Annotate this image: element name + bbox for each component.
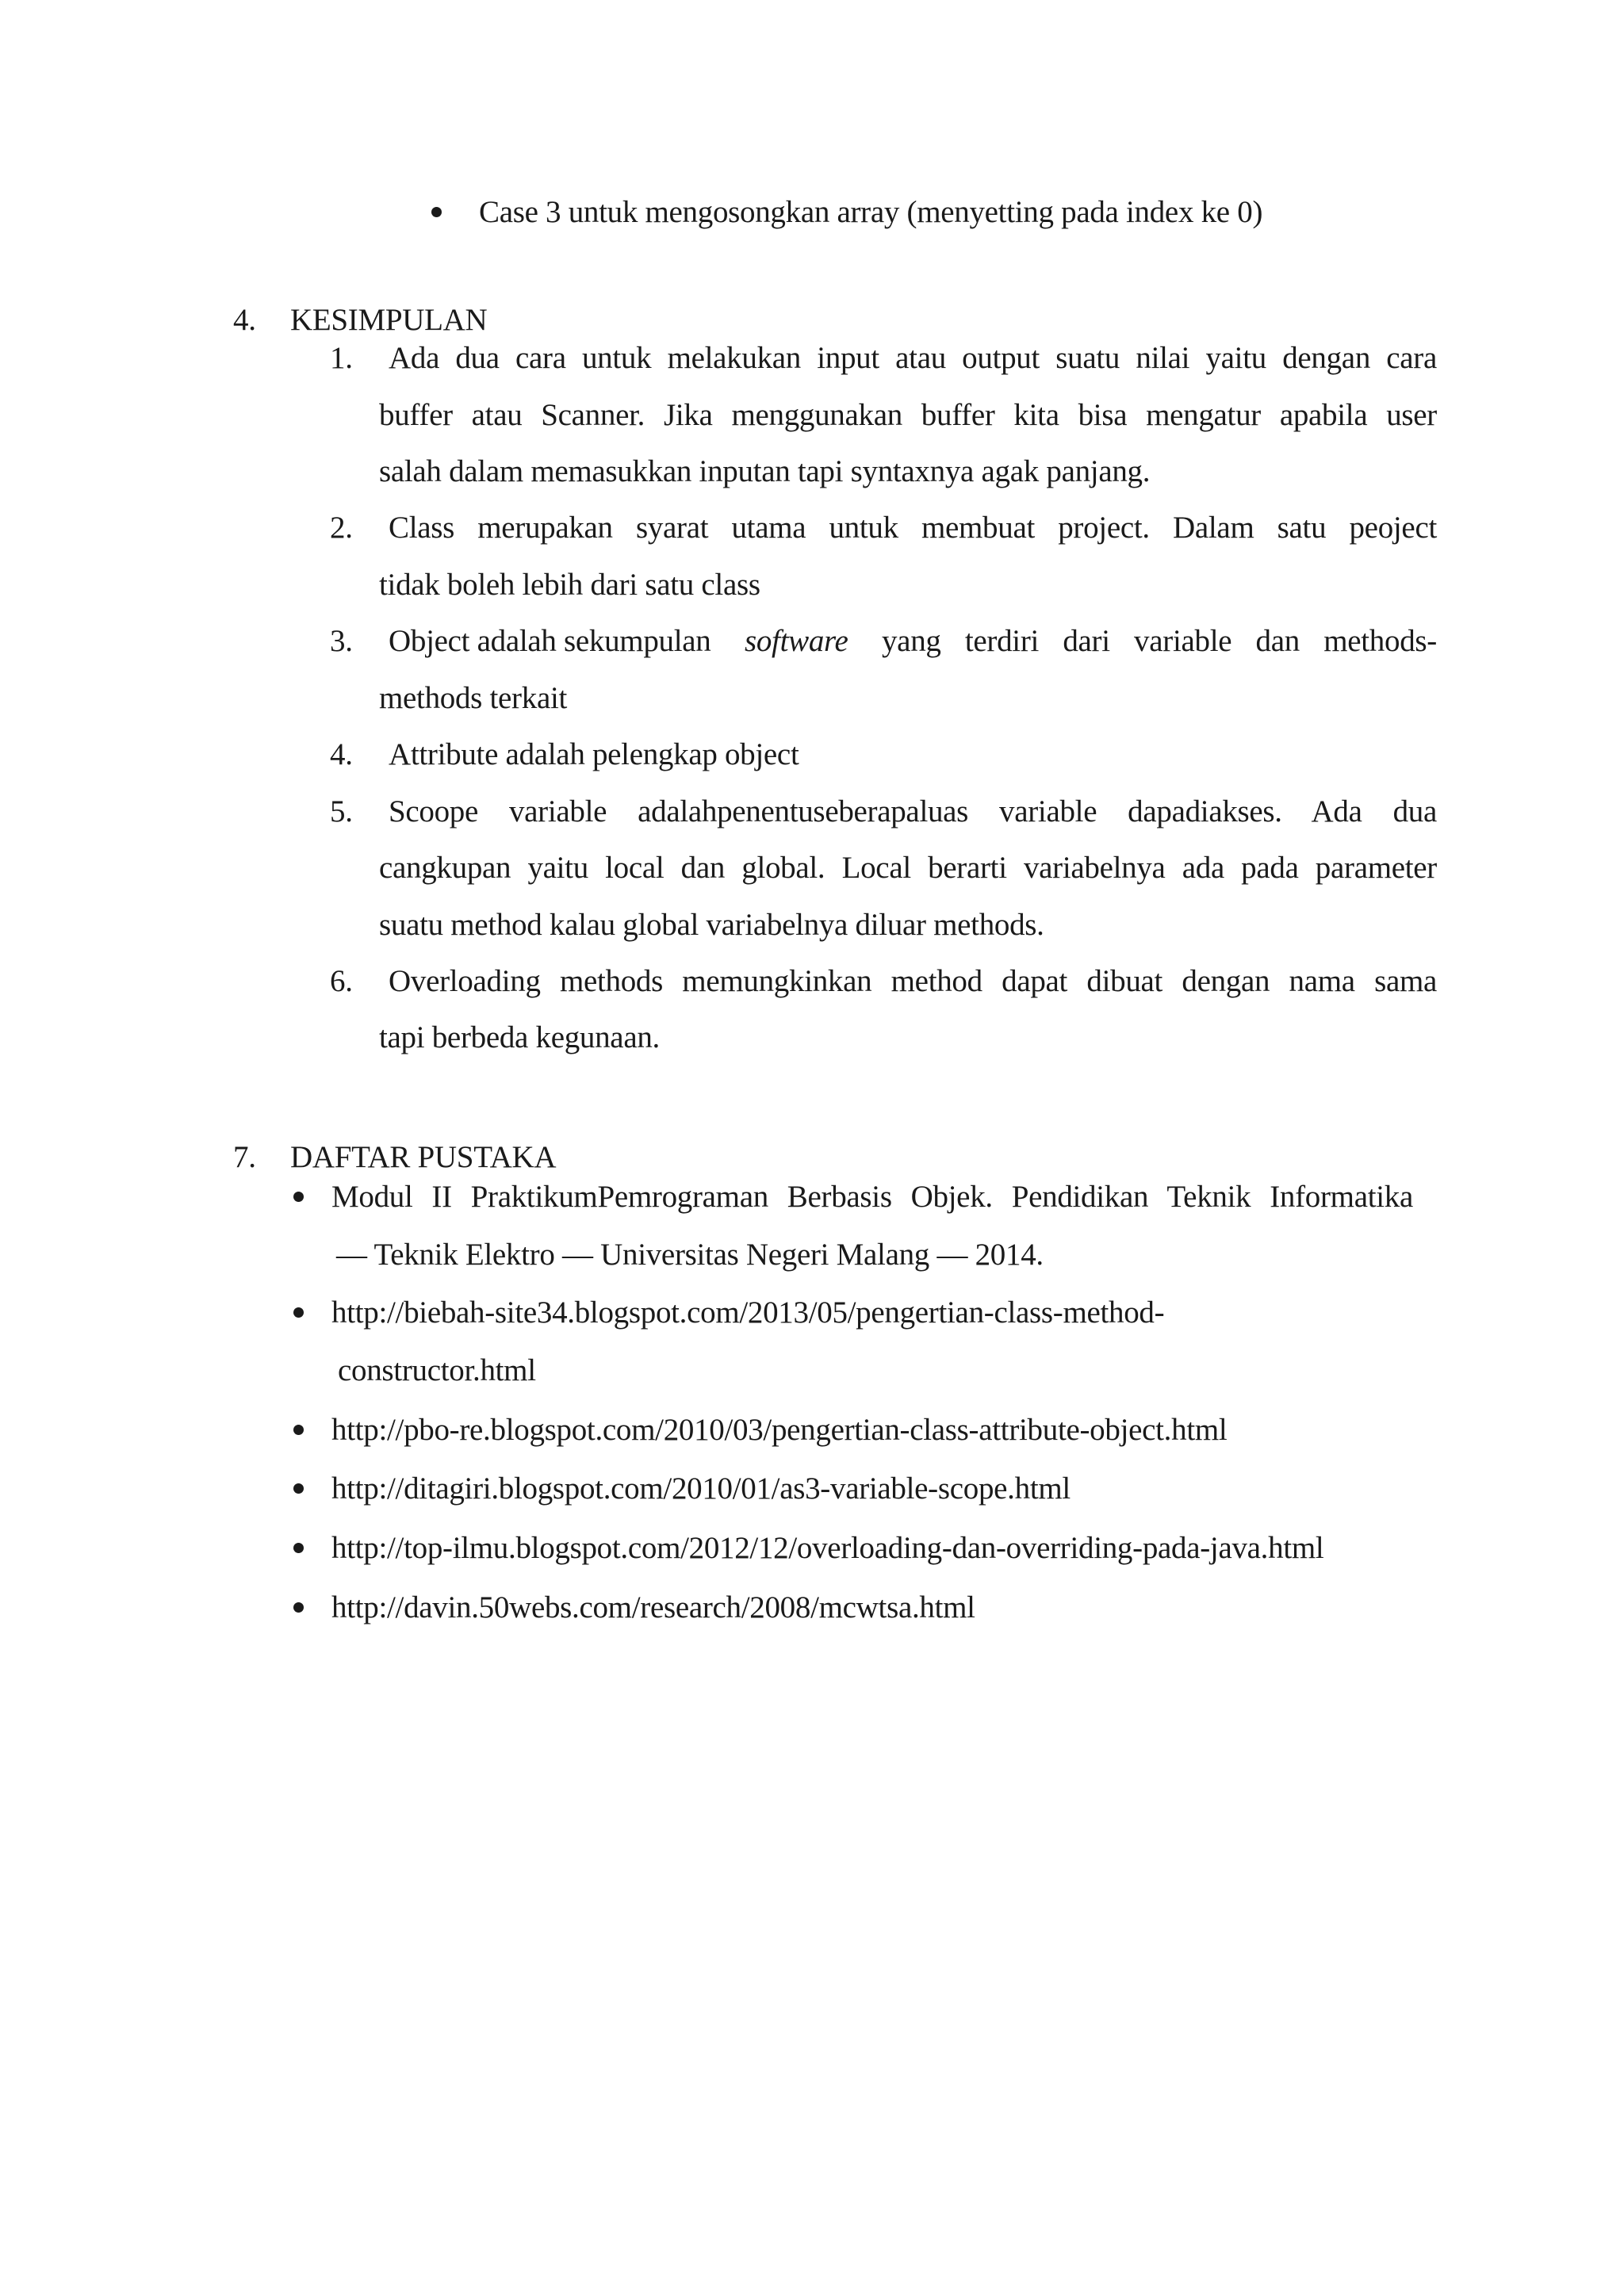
item-line: Scoope variable adalahpenentuseberapaluas variable dapadiakses. Ada dua [389, 794, 1437, 828]
item-line [389, 626, 1437, 656]
bullet-icon [293, 1483, 304, 1494]
reference-link[interactable]: constructor.html [338, 1353, 536, 1387]
item-line: Overloading methods memungkinkan method dapat dibuat dengan nama sama [389, 964, 1437, 998]
item-text: Object adalah sekumpulan [389, 624, 711, 658]
bullet-icon [293, 1307, 304, 1318]
item-line: Ada dua cara untuk melakukan input atau output suatu nilai yaitu dengan cara [389, 341, 1437, 375]
reference-link[interactable]: http://top-ilmu.blogspot.com/2012/12/overloading-dan-overriding-pada-java.html [331, 1531, 1324, 1565]
item-line: tidak boleh lebih dari satu class [379, 568, 760, 602]
item-line: methods terkait [379, 681, 568, 715]
reference-link[interactable]: http://biebah-site34.blogspot.com/2013/05/pengertian-class-method- [331, 1295, 1165, 1330]
bullet-icon [293, 1543, 304, 1553]
item-line: Attribute adalah pelengkap object [389, 737, 799, 771]
item-number: 5. [330, 794, 353, 828]
reference-link[interactable]: http://pbo-re.blogspot.com/2010/03/pengertian-class-attribute-object.html [331, 1413, 1228, 1447]
bullet-icon [293, 1192, 304, 1202]
item-line: buffer atau Scanner. Jika menggunakan buffer kita bisa mengatur apabila user [379, 398, 1437, 432]
item-line: salah dalam memasukkan inputan tapi syntaxnya agak panjang. [379, 454, 1151, 488]
kesimpulan-number: 4. [233, 303, 256, 337]
item-number: 4. [330, 737, 353, 771]
item-number: 6. [330, 964, 353, 998]
item-line: cangkupan yaitu local dan global. Local berarti variabelnya ada pada parameter [379, 851, 1437, 885]
item-text: yang terdiri dari variable dan methods- [881, 624, 1437, 658]
bullet-icon [293, 1602, 304, 1613]
reference-line: Modul II PraktikumPemrograman Berbasis Objek. Pendidikan Teknik Informatika [331, 1180, 1413, 1214]
reference-link[interactable]: http://ditagiri.blogspot.com/2010/01/as3-variable-scope.html [331, 1471, 1071, 1506]
item-number: 1. [330, 341, 353, 375]
item-line: suatu method kalau global variabelnya diluar methods. [379, 908, 1044, 942]
item-line: Class merupakan syarat utama untuk membuat project. Dalam satu peoject [389, 511, 1437, 545]
reference-line: — Teknik Elektro — Universitas Negeri Malang — 2014. [336, 1238, 1044, 1272]
bullet-icon [431, 207, 442, 217]
kesimpulan-heading: KESIMPULAN [290, 303, 488, 337]
bullet-icon [293, 1425, 304, 1435]
item-number: 3. [330, 624, 353, 658]
top-bullet-text: Case 3 untuk mengosongkan array (menyetting pada index ke 0) [479, 195, 1263, 229]
item-number: 2. [330, 511, 353, 545]
reference-link[interactable]: http://davin.50webs.com/research/2008/mcwtsa.html [331, 1590, 975, 1624]
item-line: tapi berbeda kegunaan. [379, 1020, 660, 1054]
daftar-pustaka-number: 7. [233, 1140, 256, 1174]
daftar-pustaka-heading: DAFTAR PUSTAKA [290, 1140, 557, 1174]
item-italic-text: software [744, 624, 848, 658]
